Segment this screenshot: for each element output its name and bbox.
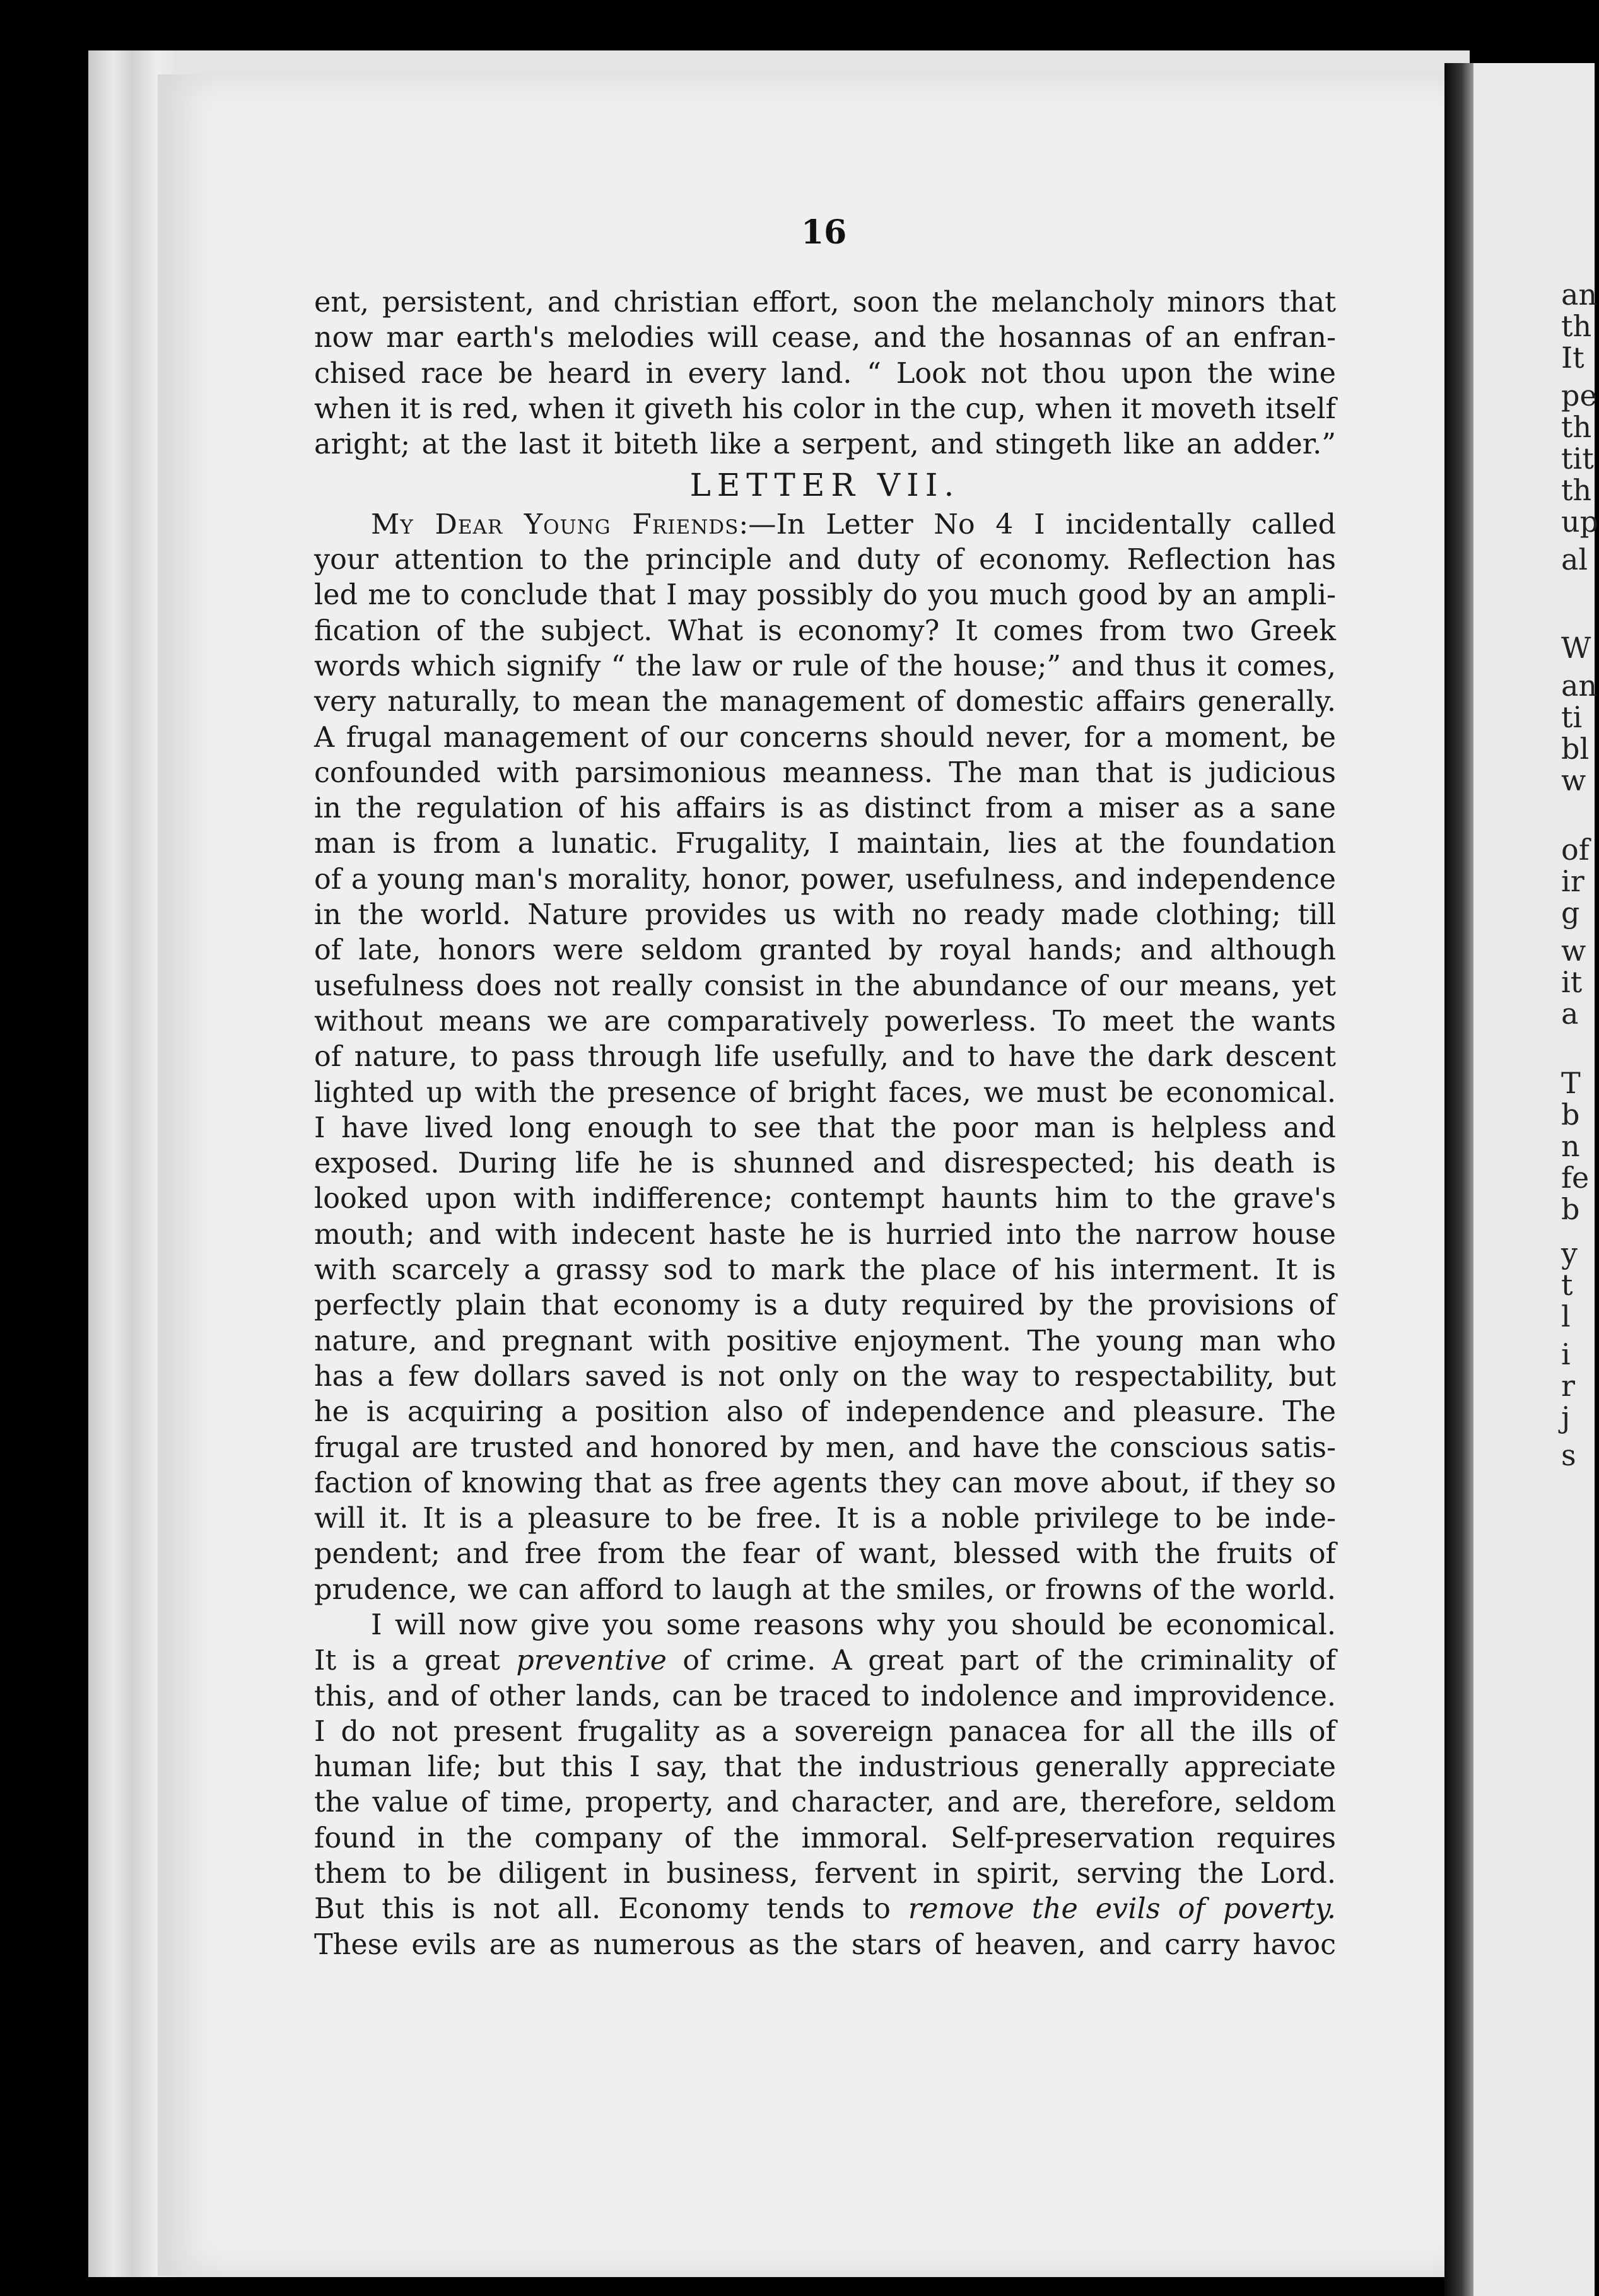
paragraph-1 [314, 542, 1336, 1608]
text-line: your attention to the principle and duty of economy. Reflection has [314, 544, 1336, 577]
text-line: of late, honors were seldom granted by royal hands; and although [314, 934, 1336, 967]
text-line: aright; at the last it biteth like a serpent, and stingeth like an adder.” [314, 428, 1336, 461]
text-line: mouth; and with indecent haste he is hurried into the narrow house [314, 1218, 1336, 1251]
text-line [314, 1643, 1336, 1678]
text-line: very naturally, to mean the management of domestic affairs generally. [314, 686, 1336, 718]
text-line: this, and of other lands, can be traced to indolence and improvidence. [314, 1680, 1336, 1713]
text-line: led me to conclude that I may possibly do you much good by an ampli- [314, 579, 1336, 612]
text-line: confounded with parsimonious meanness. The man that is judicious [314, 756, 1336, 789]
text-line: perfectly plain that economy is a duty required by the provisions of [314, 1289, 1336, 1322]
letter-heading: LETTER VII. [689, 467, 961, 504]
text-line: These evils are as numerous as the stars of heaven, and carry havoc [314, 1928, 1336, 1961]
text-line: found in the company of the immoral. Self-preservation requires [314, 1822, 1336, 1854]
book-gutter-shadow [1444, 63, 1473, 2296]
facing-page-fragment: T [1561, 1066, 1581, 1100]
facing-page-fragment: ti [1561, 700, 1583, 734]
facing-page-fragment: it [1561, 965, 1583, 999]
facing-page-fragment: tit [1561, 442, 1594, 476]
facing-page-fragment: th [1561, 410, 1592, 444]
text-line: usefulness does not really consist in the abundance of our means, yet [314, 969, 1336, 1002]
text-line: now mar earth's melodies will cease, and the hosannas of an enfran- [314, 322, 1336, 354]
facing-page-fragment: al [1561, 542, 1588, 577]
facing-page-fragment: pe [1561, 378, 1597, 413]
facing-page-fragment: fe [1561, 1161, 1590, 1195]
text-line: pendent; and free from the fear of want, blessed with the fruits of [314, 1538, 1336, 1571]
text-line: man is from a lunatic. Frugality, I maintain, lies at the foundation [314, 828, 1336, 860]
text-line: prudence, we can afford to laugh at the smiles, or frowns of the world. [314, 1573, 1336, 1606]
salutation-line [314, 507, 1336, 542]
facing-page-fragment: r [1561, 1369, 1575, 1403]
text-line: I will now give you some reasons why you should be economical. [371, 1608, 1336, 1641]
text-line: will it. It is a pleasure to be free. It is a noble privilege to be inde- [314, 1502, 1336, 1535]
facing-page-fragment: th [1561, 473, 1592, 507]
text-line: human life; but this I say, that the industrious generally appreciate [314, 1751, 1336, 1784]
text-segment: of crime. A great part of the criminality of [666, 1644, 1336, 1677]
text-line: he is acquiring a position also of independence and pleasure. The [314, 1396, 1336, 1429]
text-line: with scarcely a grassy sod to mark the place of his interment. It is [314, 1254, 1336, 1287]
text-line: words which signify “ the law or rule of the house;” and thus it comes, [314, 650, 1336, 682]
facing-page-fragment: s [1561, 1438, 1576, 1472]
text-line: of nature, to pass through life usefully, and to have the dark descent [314, 1041, 1336, 1074]
text-line: in the world. Nature provides us with no ready made clothing; till [314, 899, 1336, 932]
facing-page-fragment: w [1561, 763, 1586, 797]
facing-page-fragment: y [1561, 1236, 1578, 1270]
page-text [314, 285, 1336, 1963]
page-number: 16 [801, 213, 847, 252]
text-line: exposed. During life he is shunned and disrespected; his death is [314, 1147, 1336, 1180]
salutation: My Dear Young Friends [371, 508, 739, 541]
text-line: lighted up with the presence of bright faces, we must be economical. [314, 1076, 1336, 1109]
facing-page-fragment: g [1561, 896, 1580, 930]
salutation-rest: :—In Letter No 4 I incidentally called [739, 508, 1337, 541]
text-line: fication of the subject. What is economy? It comes from two Greek [314, 614, 1336, 647]
text-line: frugal are trusted and honored by men, and have the conscious satis- [314, 1431, 1336, 1464]
text-line: faction of knowing that as free agents they can move about, if they so [314, 1467, 1336, 1499]
facing-page-fragment: b [1561, 1192, 1580, 1226]
text-segment: But this is not all. Economy tends to [314, 1893, 908, 1926]
text-line: I have lived long enough to see that the poor man is helpless and [314, 1111, 1336, 1144]
facing-page-fragment: i [1561, 1337, 1571, 1371]
text-line: looked upon with indifference; contempt haunts him to the grave's [314, 1183, 1336, 1215]
text-line: in the regulation of his affairs is as distinct from a miser as a sane [314, 792, 1336, 825]
text-line: has a few dollars saved is not only on the way to respectability, but [314, 1360, 1336, 1393]
facing-page-fragment: bl [1561, 732, 1590, 766]
text-line: when it is red, when it giveth his color in the cup, when it moveth itself [314, 392, 1336, 425]
facing-page-fragment: a [1561, 997, 1579, 1031]
facing-page-fragment: W [1561, 631, 1591, 665]
text-line [314, 1892, 1336, 1927]
text-line: ent, persistent, and christian effort, soon the melancholy minors that [314, 286, 1336, 319]
facing-page-fragment: w [1561, 934, 1586, 968]
italic-text: preventive [516, 1644, 667, 1677]
text-line: nature, and pregnant with positive enjoyment. The young man who [314, 1325, 1336, 1357]
text-line: I do not present frugality as a sovereign panacea for all the ills of [314, 1715, 1336, 1748]
text-line: chised race be heard in every land. “ Look not thou upon the wine [314, 357, 1336, 390]
text-segment: It is a great [314, 1644, 517, 1677]
facing-page-fragment: l [1561, 1299, 1571, 1333]
facing-page-fragment: an [1561, 669, 1598, 703]
text-line: without means we are comparatively powerless. To meet the wants [314, 1005, 1336, 1038]
facing-page-fragment: an [1561, 278, 1598, 312]
facing-page-fragment: It [1561, 341, 1584, 375]
text-line: of a young man's morality, honor, power, usefulness, and independence [314, 863, 1336, 896]
text-line: them to be diligent in business, fervent in spirit, serving the Lord. [314, 1858, 1336, 1890]
paragraph-2 [314, 1679, 1336, 1892]
facing-page-fragment: n [1561, 1129, 1580, 1163]
text-line: the value of time, property, and character, and are, therefore, seldom [314, 1786, 1336, 1819]
facing-page-fragment: j [1561, 1400, 1571, 1434]
facing-page-fragment: up [1561, 505, 1599, 539]
facing-page-fragment: of [1561, 833, 1590, 867]
facing-page-fragment: th [1561, 309, 1592, 343]
facing-page-fragment: b [1561, 1098, 1580, 1132]
text-line: A frugal management of our concerns should never, for a moment, be [314, 721, 1336, 754]
facing-page-fragment: t [1561, 1268, 1573, 1302]
facing-page-fragment: ir [1561, 864, 1584, 898]
italic-text: remove the evils of poverty. [908, 1893, 1336, 1926]
